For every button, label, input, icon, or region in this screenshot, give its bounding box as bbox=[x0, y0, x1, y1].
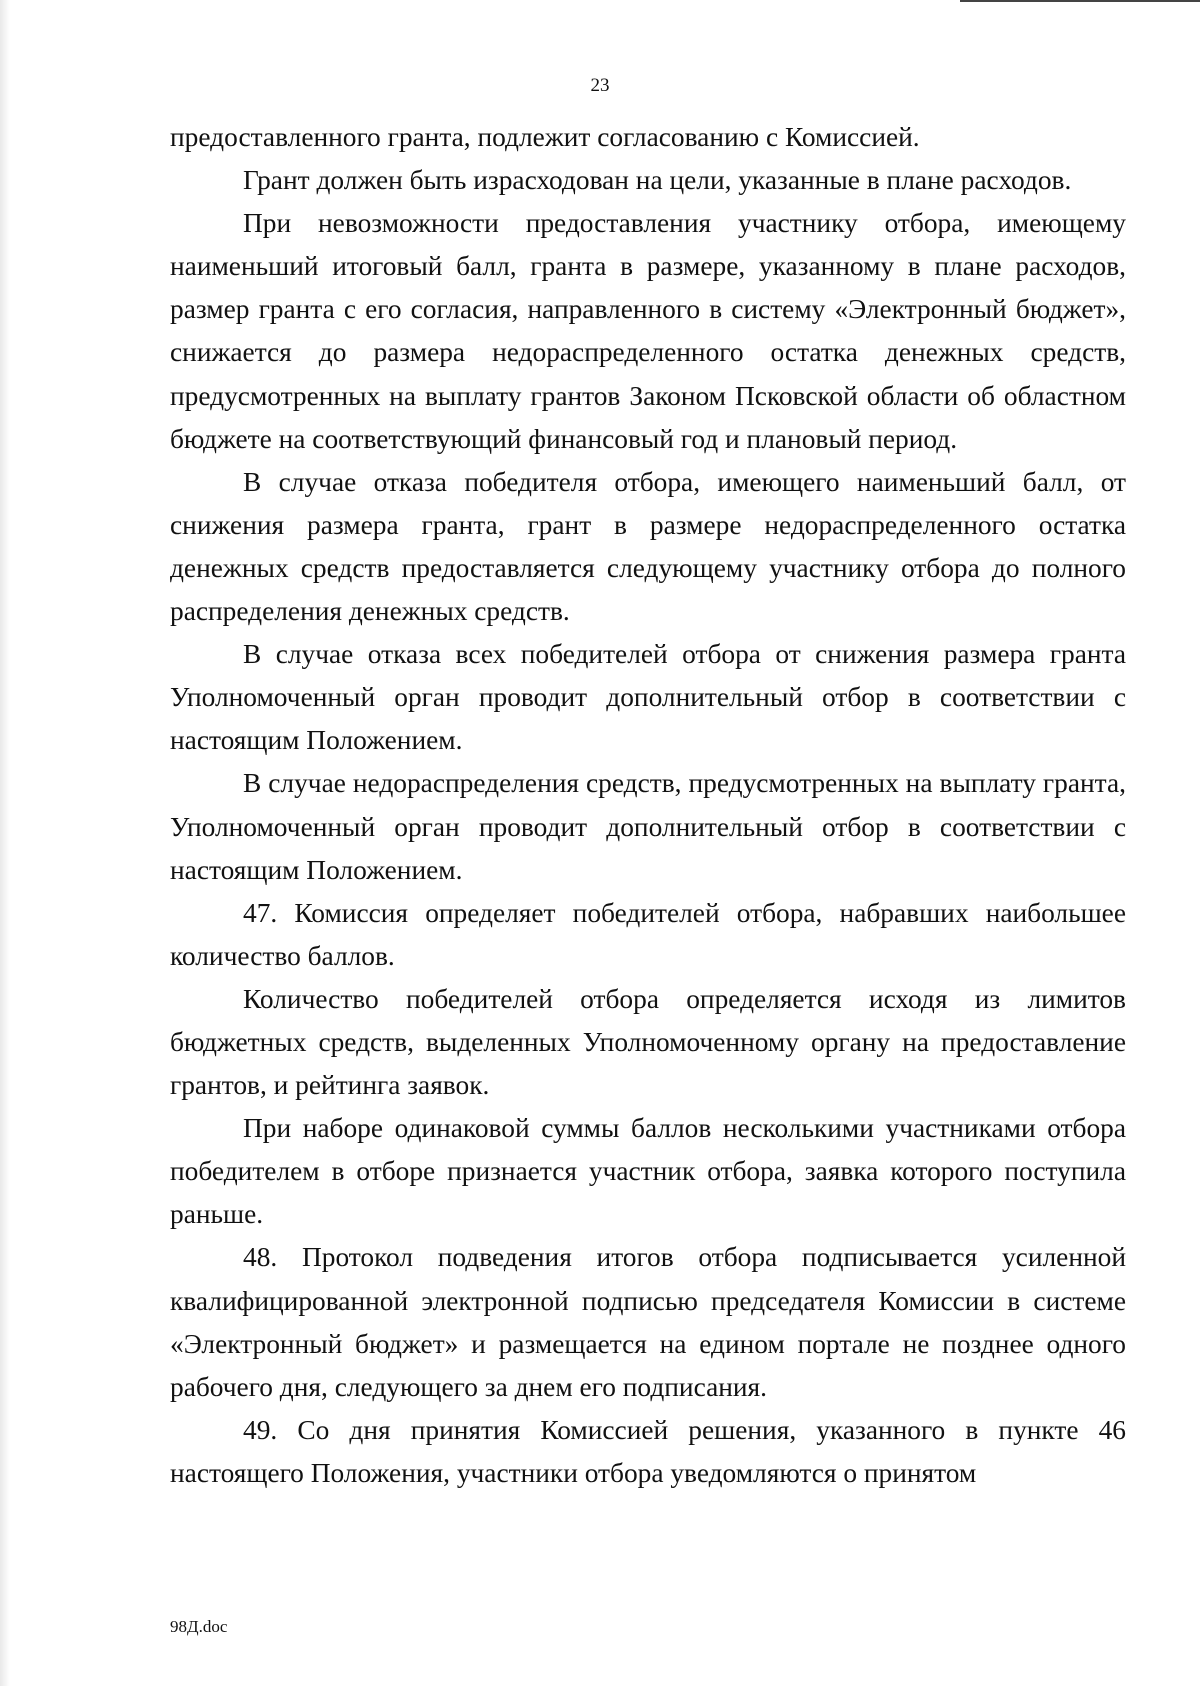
paragraph-continuation: предоставленного гранта, подлежит согласованию с Комиссией. bbox=[170, 122, 920, 152]
scan-edge-top-right bbox=[960, 0, 1200, 2]
paragraph: Количество победителей отбора определяется исходя из лимитов бюджетных средств, выделенных Уполномоченному органу на предоставление грантов, и рейтинга заявок. bbox=[170, 983, 1126, 1101]
document-body bbox=[170, 116, 1126, 1495]
paragraph-item-48: 48. Протокол подведения итогов отбора подписывается усиленной квалифицированной электронной подписью председателя Комиссии в системе «Электронный бюджет» и размещается на едином портале не позднее одного рабочего дня, следующего за днем его подписания. bbox=[170, 1242, 1126, 1402]
paragraph: В случае отказа всех победителей отбора от снижения размера гранта Уполномоченный орган проводит дополнительный отбор в соответствии с настоящим Положением. bbox=[170, 639, 1126, 756]
footer-file-name: 98Д.doc bbox=[170, 1617, 228, 1636]
page-number: 23 bbox=[590, 75, 610, 96]
paragraph-item-49: 49. Со дня принятия Комиссией решения, указанного в пункте 46 настоящего Положения, участники отбора уведомляются о принятом bbox=[170, 1414, 1126, 1488]
paragraph: При наборе одинаковой суммы баллов несколькими участниками отбора победителем в отборе признается участник отбора, заявка которого поступила раньше. bbox=[170, 1113, 1126, 1230]
paragraph: В случае недораспределения средств, предусмотренных на выплату гранта, Уполномоченный орган проводит дополнительный отбор в соответствии с настоящим Положением. bbox=[170, 768, 1126, 885]
paragraph: При невозможности предоставления участнику отбора, имеющему наименьший итоговый балл, гранта в размере, указанному в плане расходов, размер гранта с его согласия, направленного в систему «Электронный бюджет», снижается до размера недораспределенного остатка денежных средств, предусмотренных на выплату грантов Законом Псковской области об областном бюджете на соответствующий финансовый год и плановый период. bbox=[170, 208, 1126, 454]
scan-edge-left bbox=[0, 0, 10, 1686]
paragraph: В случае отказа победителя отбора, имеющего наименьший балл, от снижения размера гранта, грант в размере недораспределенного остатка денежных средств предоставляется следующему участнику отбора до полного распределения денежных средств. bbox=[170, 466, 1126, 627]
paragraph: Грант должен быть израсходован на цели, указанные в плане расходов. bbox=[243, 165, 1072, 196]
paragraph-item-47: 47. Комиссия определяет победителей отбора, набравших наибольшее количество баллов. bbox=[170, 897, 1126, 971]
